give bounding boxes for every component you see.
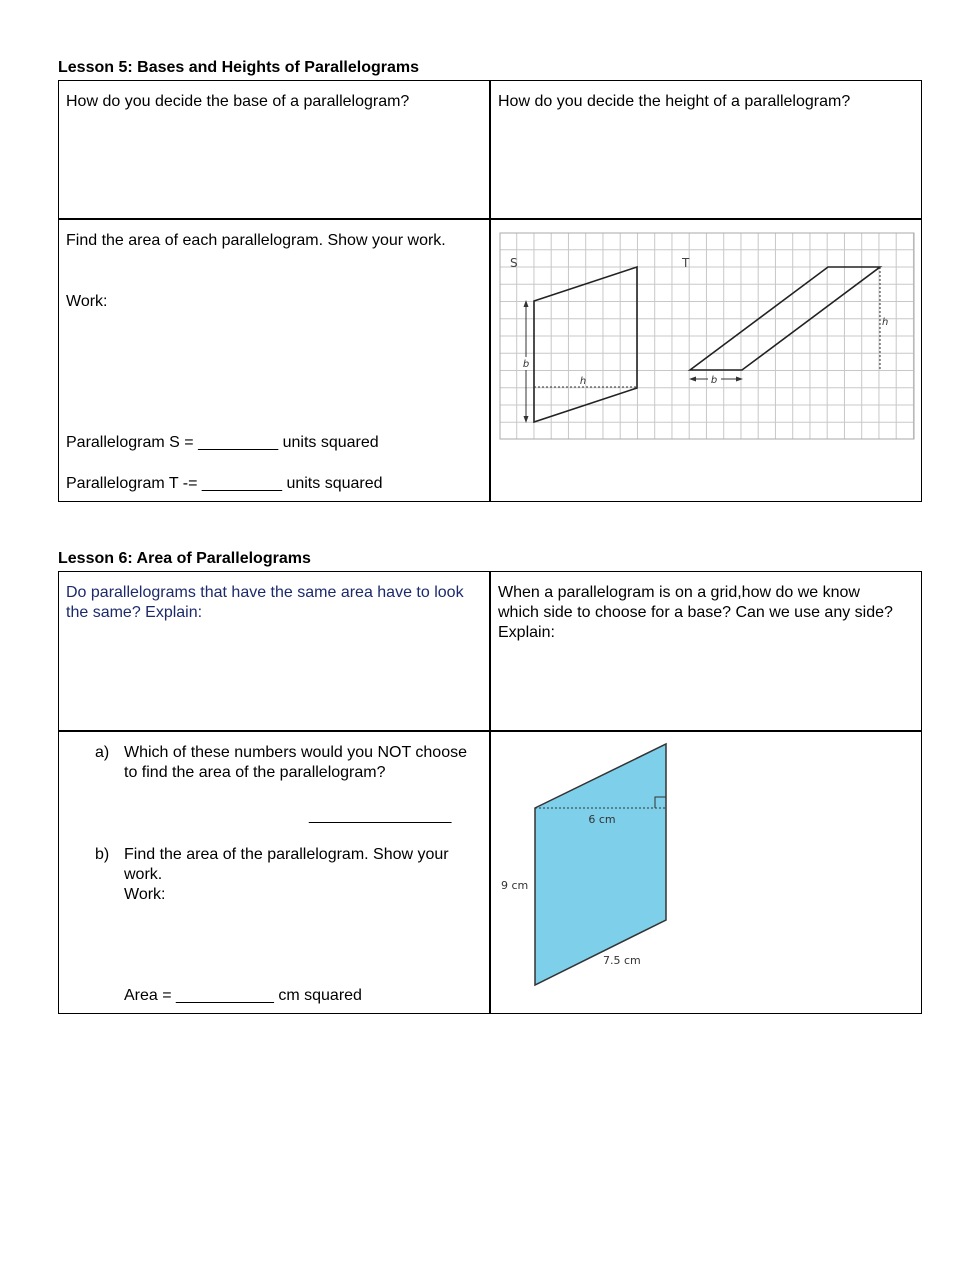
part-b-marker: b) <box>95 846 110 863</box>
area-answer: Area = ___________ cm squared <box>124 987 362 1004</box>
label-h-s: h <box>579 376 587 387</box>
label-7-5cm: 7.5 cm <box>603 954 641 967</box>
label-s: S <box>510 256 518 270</box>
work-label: Work: <box>124 886 166 903</box>
question-height: How do you decide the height of a parallelogram? <box>498 93 851 110</box>
work-label: Work: <box>66 293 108 310</box>
part-a-marker: a) <box>95 744 110 761</box>
part-a-question: Which of these numbers would you NOT choose to find the area of the parallelogram? <box>124 744 467 781</box>
lesson5-title: Lesson 5: Bases and Heights of Parallelograms <box>58 59 420 76</box>
label-t: T <box>682 256 690 270</box>
label-b-t: b <box>710 375 718 386</box>
label-9cm: 9 cm <box>501 879 529 892</box>
grid <box>500 233 914 439</box>
label-b-s: b <box>522 359 530 370</box>
answer-t: Parallelogram T -= _________ units squared <box>66 475 383 492</box>
label-6cm: 6 cm <box>588 813 616 826</box>
part-a-blank: ________________ <box>309 807 452 824</box>
question-grid-base: When a parallelogram is on a grid,how do we know which side to choose for a base? Can we use any side? Explain: <box>498 584 893 641</box>
divider <box>489 571 491 1014</box>
answer-s: Parallelogram S = _________ units squared <box>66 434 379 451</box>
part-b-question: Find the area of the parallelogram. Show your work. <box>124 846 449 883</box>
question-same-area: Do parallelograms that have the same area have to look the same? Explain: <box>66 584 464 621</box>
lesson6-title: Lesson 6: Area of Parallelograms <box>58 550 311 567</box>
label-h-t: h <box>882 317 889 328</box>
find-area-prompt: Find the area of each parallelogram. Show your work. <box>66 232 446 249</box>
divider <box>58 730 922 732</box>
question-base: How do you decide the base of a parallelogram? <box>66 93 410 110</box>
